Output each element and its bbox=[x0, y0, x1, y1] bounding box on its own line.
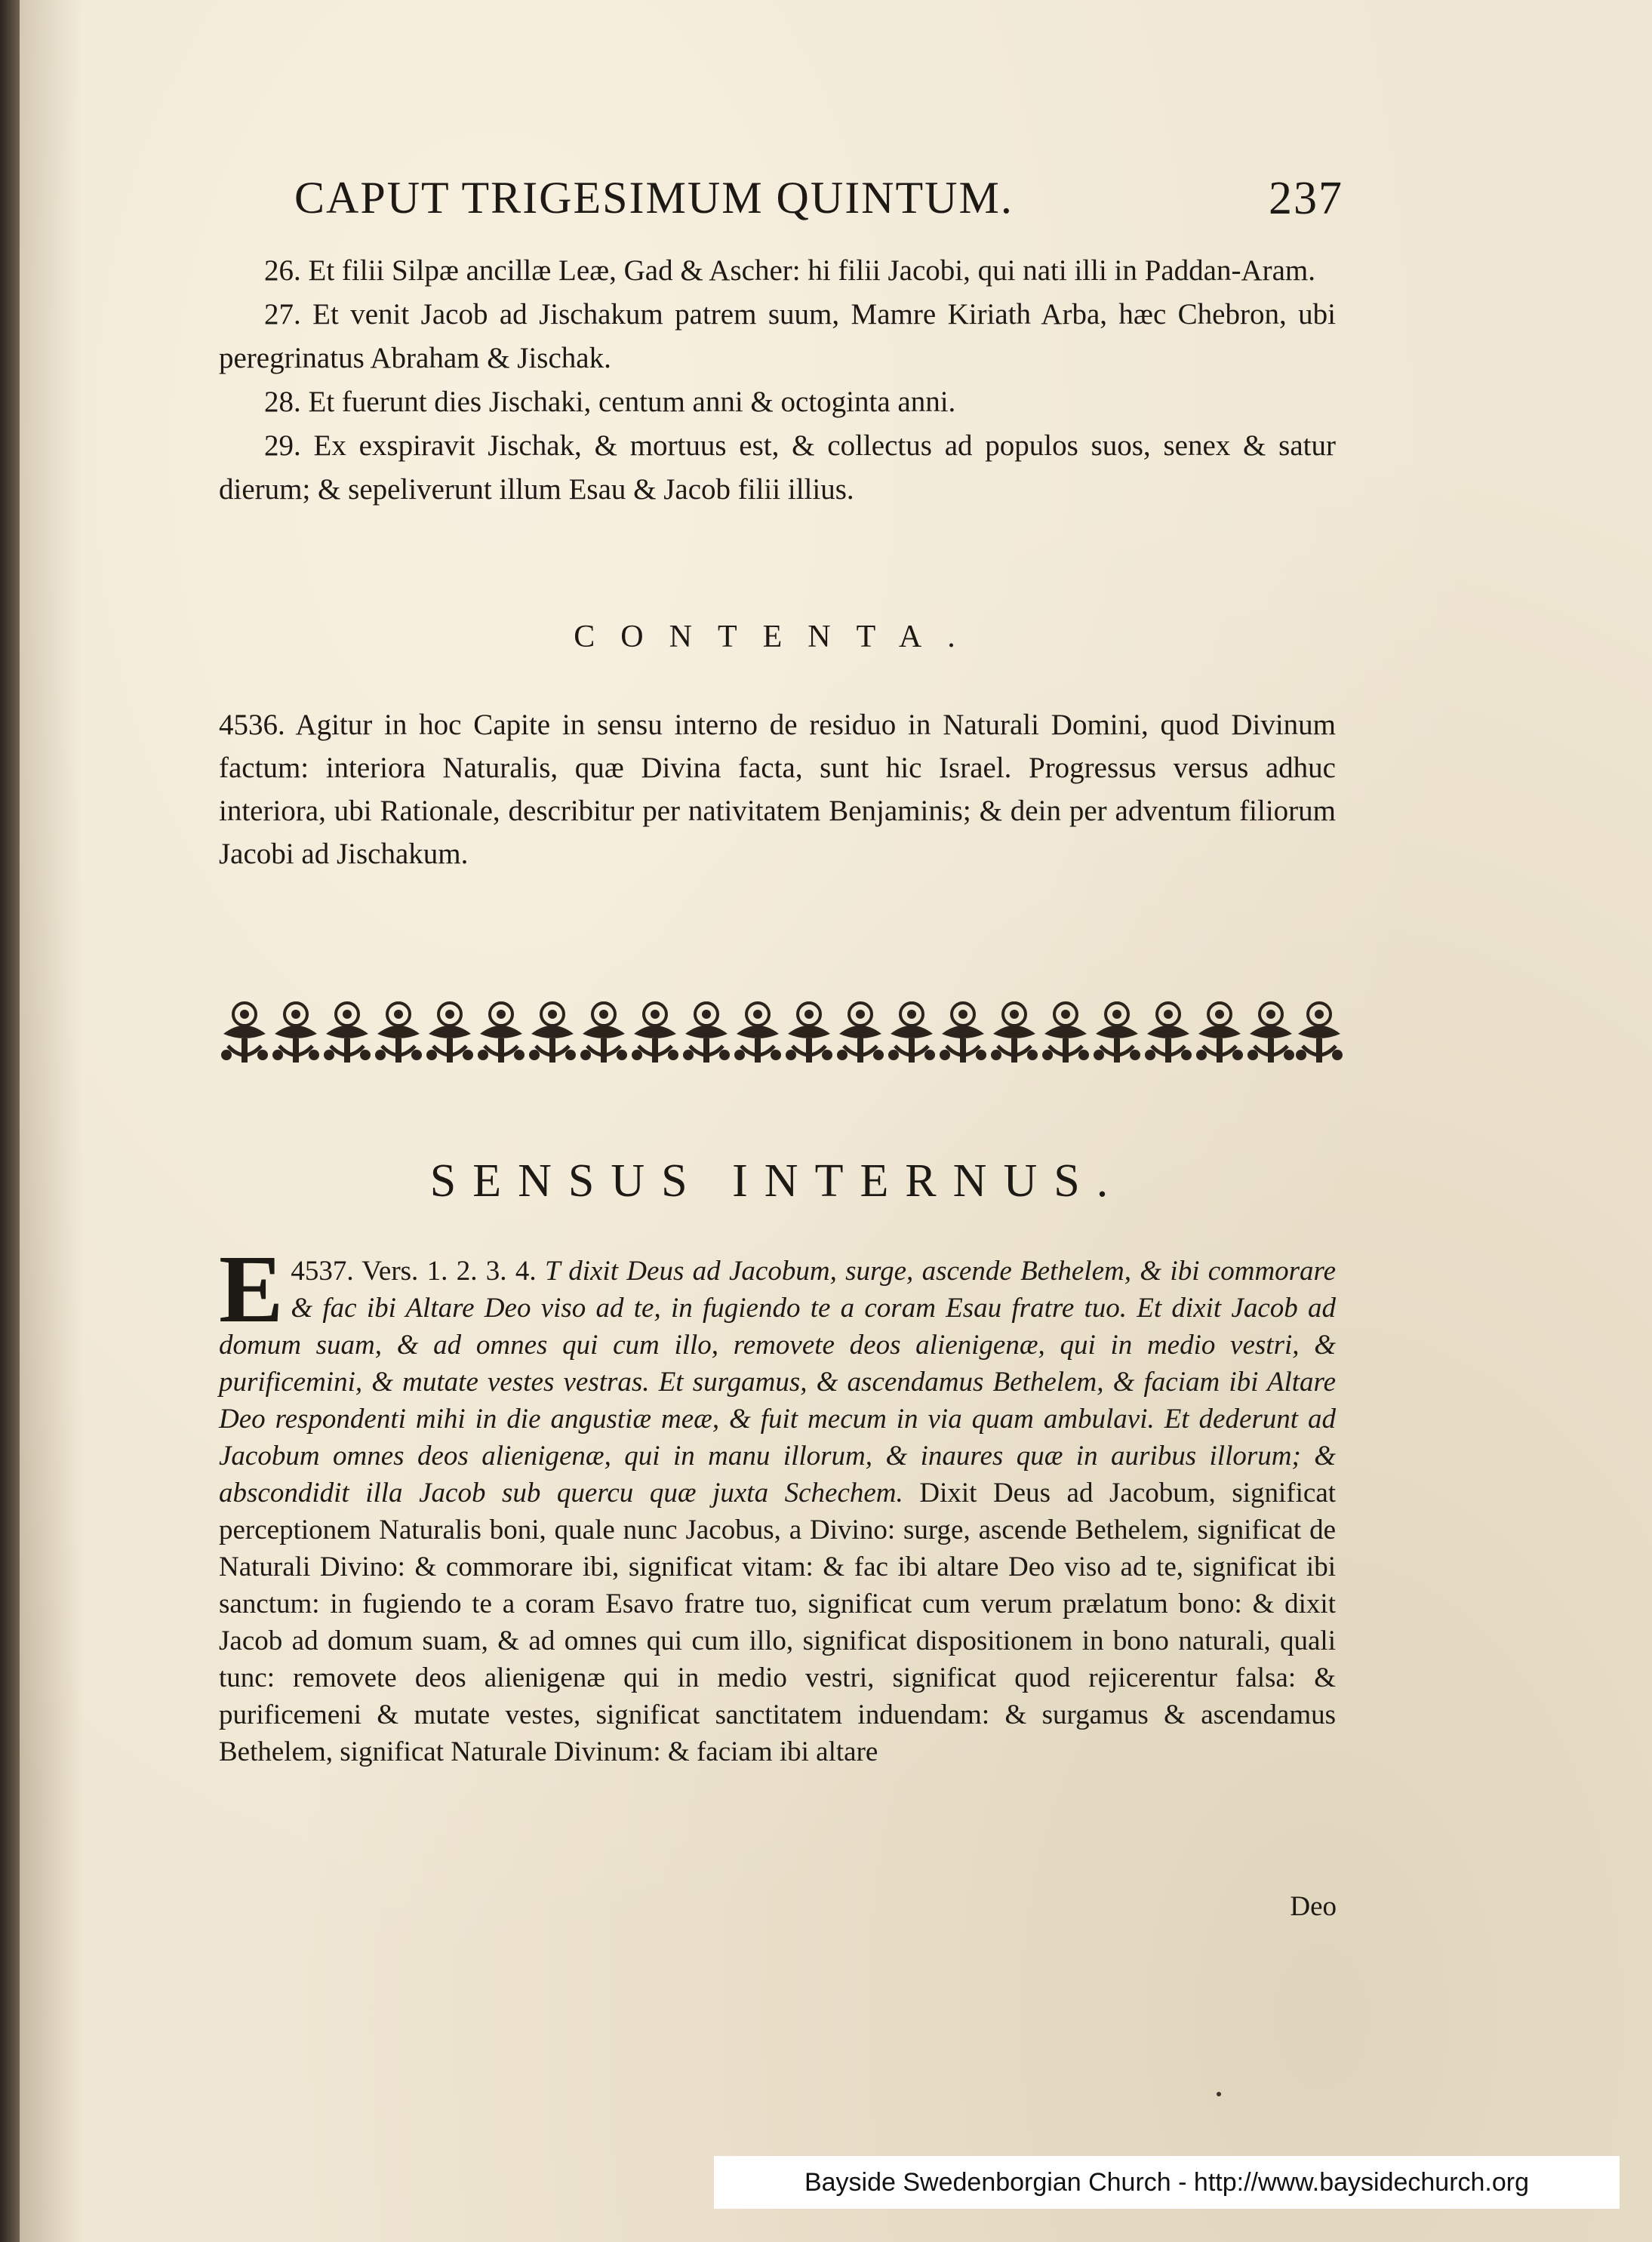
sensus-paragraph bbox=[219, 1235, 1337, 1770]
decorative-floral-band bbox=[219, 995, 1343, 1067]
drop-cap-letter: E bbox=[219, 1235, 284, 1342]
ornament-row bbox=[221, 1003, 1343, 1063]
verse-27: 27. Et venit Jacob ad Jischakum patrem suum, Mamre Kiriath Arba, hæc Chebron, ubi peregrinatus Abraham & Jischak. bbox=[219, 298, 1336, 374]
scripture-quotation: T dixit Deus ad Jacobum, surge, ascende Bethelem, & ibi commorare & fac ibi Altare Deo viso ad te, in fugiendo te a coram Esau fratre tuo. Et dixit Jacob ad domum suam, & ad omnes qui cum illo, removete deos alienigenæ, qui in medio vestri, & purificemini, & mutate vestes vestras. Et surgamus, & ascendamus Bethelem, & faciam ibi Altare Deo respondenti mihi in die angustiæ meæ, & fuit mecum in via quam ambulavi. Et dederunt ad Jacobum omnes deos alienigenæ, qui in manu illorum, & inaures quæ in auribus illorum; & abscondidit illa Jacob sub quercu quæ juxta Schechem. bbox=[219, 1256, 1337, 1509]
verse-28: 28. Et fuerunt dies Jischaki, centum anni & octoginta anni. bbox=[264, 386, 956, 418]
contenta-heading: CONTENTA. bbox=[574, 620, 981, 654]
sensus-internus-heading: SENSUS INTERNUS. bbox=[429, 1155, 1125, 1207]
catchword: Deo bbox=[1290, 1891, 1337, 1922]
commentary-text: Dixit Deus ad Jacobum, significat perceptionem Naturalis boni, quale nunc Jacobus, a Divino: surge, ascende Bethelem, significat de Naturali Divino: & commorare ibi, significat vitam: & fac ibi altare Deo viso ad te, significat ibi sanctum: in fugiendo te a coram Esavo fratre tuo, significat cum verum prælatum bono: & dixit Jacob ad domum suam, & ad omnes qui cum illo, significat dispositionem in bono naturali, quali tunc: removete deos alienigenæ qui in medio vestri, significat quod rejicerentur falsa: & purificemeni & mutate vestes, significat sanctitatem induendam: & surgamus & ascendamus Bethelem, significat Naturale Divinum: & faciam ibi altare bbox=[219, 1478, 1337, 1767]
paragraph-lead: 4537. Vers. 1. 2. 3. 4. bbox=[291, 1256, 537, 1287]
ink-speck bbox=[1217, 2092, 1221, 2096]
contenta-paragraph: 4536. Agitur in hoc Capite in sensu interno de residuo in Naturali Domini, quod Divinum factum: interiora Naturalis, quæ Divina facta, sunt hic Israel. Progressus versus adhuc interiora, ubi Rationale, describitur per nativitatem Benjaminis; & dein per adventum filiorum Jacobi ad Jischakum. bbox=[219, 709, 1336, 870]
watermark-footer: Bayside Swedenborgian Church - http://www.baysidechurch.org bbox=[714, 2156, 1620, 2209]
running-header bbox=[294, 172, 1343, 240]
page-number: 237 bbox=[1269, 173, 1343, 224]
verse-26: 26. Et filii Silpæ ancillæ Leæ, Gad & Ascher: hi filii Jacobi, qui nati illi in Paddan-Aram. bbox=[264, 254, 1315, 287]
verse-29: 29. Ex exspiravit Jischak, & mortuus est, & collectus ad populos suos, senex & satur dierum; & sepeliverunt illum Esau & Jacob filii illius. bbox=[219, 429, 1336, 506]
book-spine-shadow bbox=[0, 0, 20, 2242]
contenta-section bbox=[219, 703, 1336, 875]
verse-list bbox=[219, 249, 1336, 512]
chapter-title: CAPUT TRIGESIMUM QUINTUM. bbox=[294, 173, 1014, 223]
sensus-section bbox=[219, 1235, 1337, 1770]
